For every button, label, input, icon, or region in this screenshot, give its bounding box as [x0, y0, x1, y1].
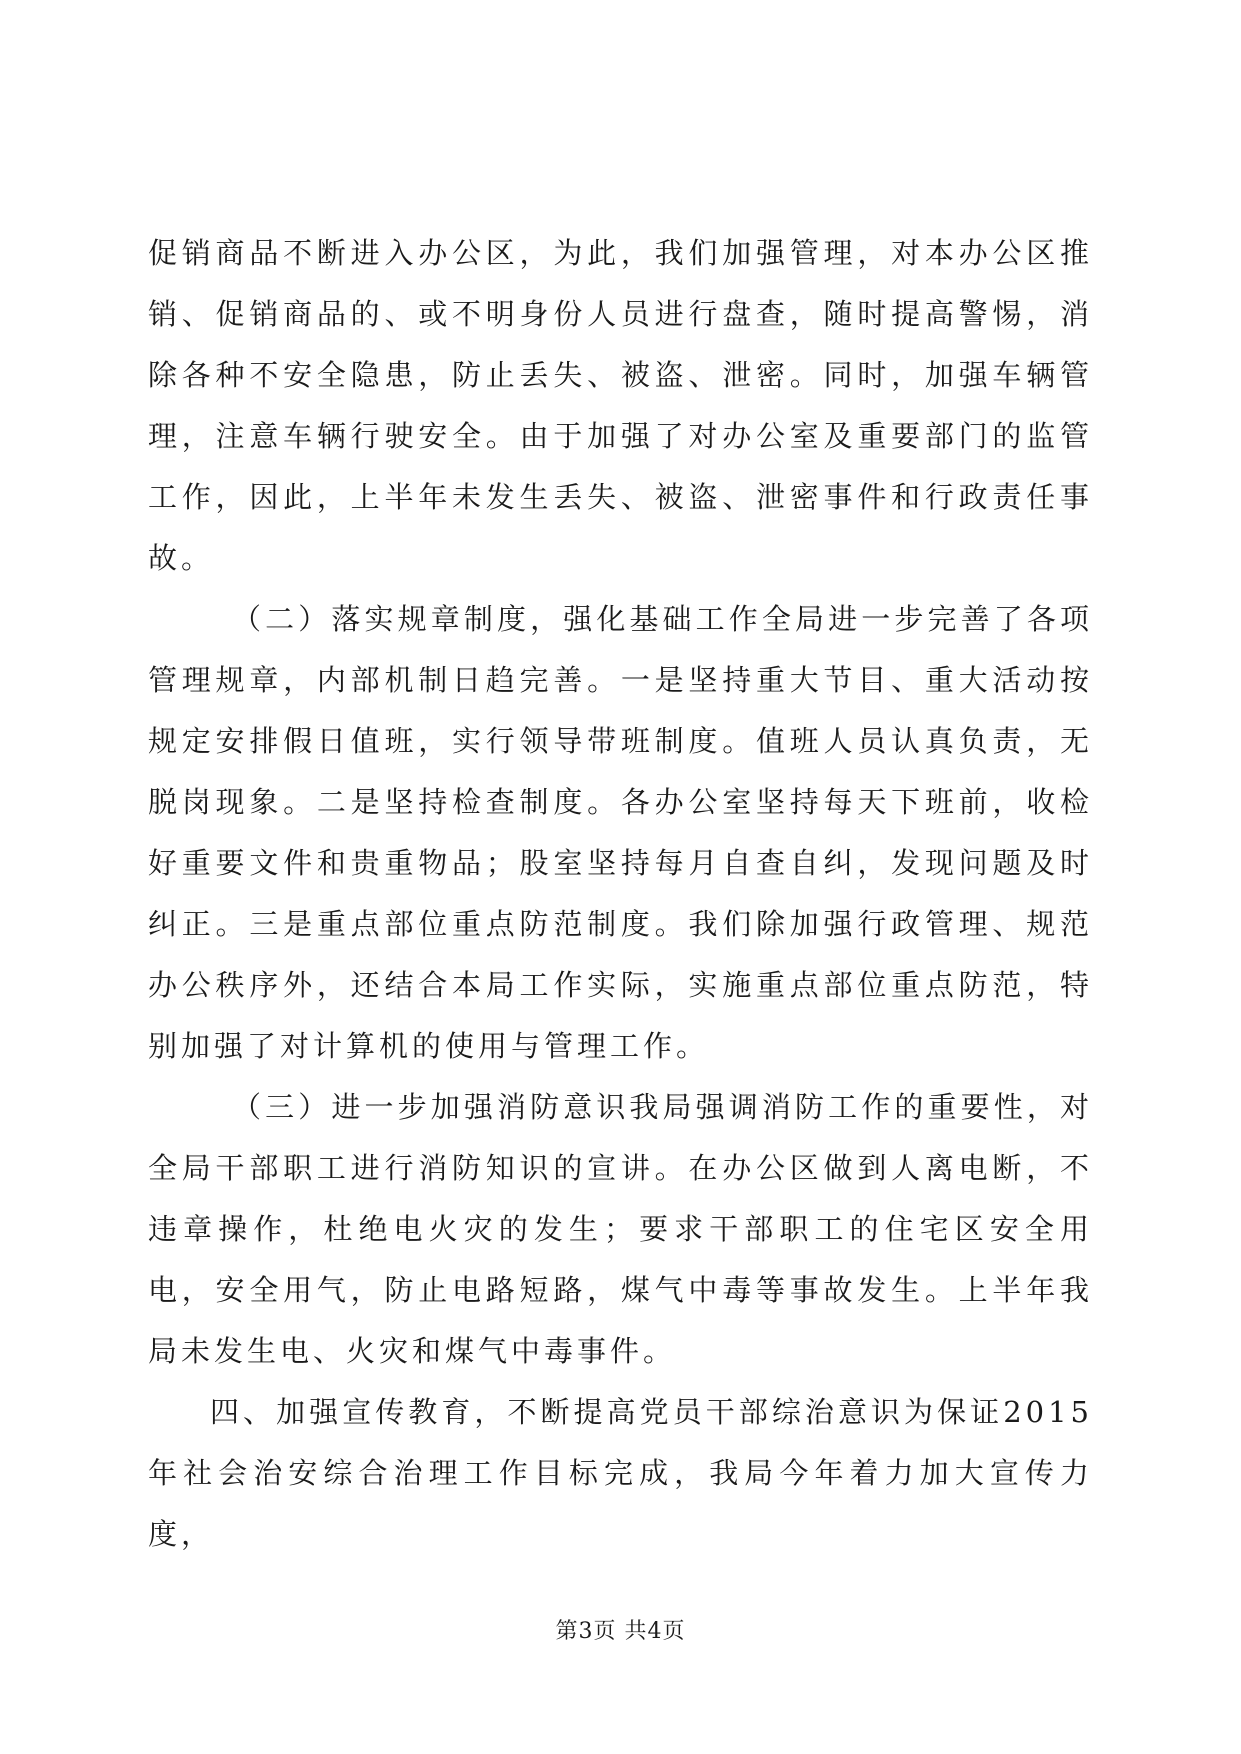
- paragraph-section-3: （三）进一步加强消防意识我局强调消防工作的重要性，对全局干部职工进行消防知识的宣讲。在办公区做到人离电断，不违章操作，杜绝电火灾的发生；要求干部职工的住宅区安全用电，安全用气，防止电路短路，煤气中毒等事故发生。上半年我局未发生电、火灾和煤气中毒事件。: [148, 1090, 1093, 1368]
- paragraph-section-4: 四、加强宣传教育，不断提高党员干部综治意识为保证2015年社会治安综合治理工作目标完成，我局今年着力加大宣传力度，: [148, 1395, 1093, 1551]
- page-number-footer: 第3页 共4页: [555, 1619, 686, 1644]
- document-body: [148, 223, 1093, 1565]
- paragraph-continuation: 促销商品不断进入办公区，为此，我们加强管理，对本办公区推销、促销商品的、或不明身份人员进行盘查，随时提高警惕，消除各种不安全隐患，防止丢失、被盗、泄密。同时，加强车辆管理，注意车辆行驶安全。由于加强了对办公室及重要部门的监管工作，因此，上半年未发生丢失、被盗、泄密事件和行政责任事故。: [148, 236, 1093, 575]
- paragraph-section-2: （二）落实规章制度，强化基础工作全局进一步完善了各项管理规章，内部机制日趋完善。一是坚持重大节目、重大活动按规定安排假日值班，实行领导带班制度。值班人员认真负责，无脱岗现象。二是坚持检查制度。各办公室坚持每天下班前，收检好重要文件和贵重物品；股室坚持每月自查自纠，发现问题及时纠正。三是重点部位重点防范制度。我们除加强行政管理、规范办公秩序外，还结合本局工作实际，实施重点部位重点防范，特别加强了对计算机的使用与管理工作。: [148, 602, 1093, 1063]
